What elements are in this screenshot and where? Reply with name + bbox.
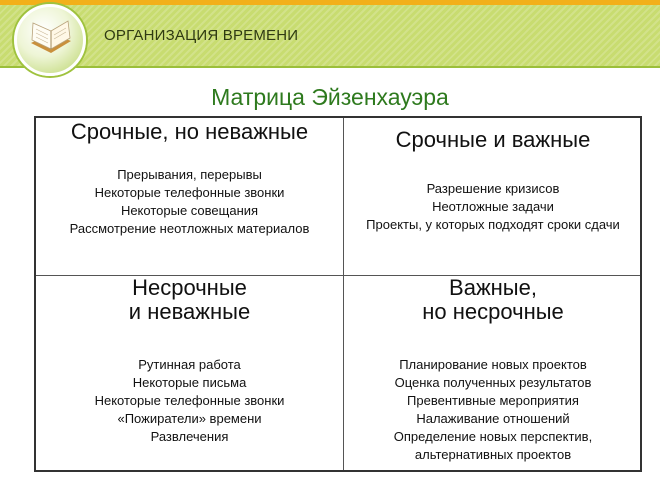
quadrant-urgent-important bbox=[344, 118, 642, 234]
list-item: Некоторые письма bbox=[132, 375, 247, 390]
list-item: Планирование новых проектов bbox=[399, 357, 587, 372]
list-item: Некоторые совещания bbox=[120, 203, 259, 218]
heading-line: Несрочные bbox=[132, 275, 247, 300]
heading-line: Важные, bbox=[449, 275, 537, 300]
list-item: Неотложные задачи bbox=[432, 199, 554, 214]
list-item: Некоторые телефонные звонки bbox=[94, 393, 285, 408]
list-item: Превентивные мероприятия bbox=[407, 393, 579, 408]
page-title: Матрица Эйзенхауэра bbox=[211, 84, 449, 110]
quadrant-items bbox=[344, 356, 642, 464]
list-item: Некоторые телефонные звонки bbox=[94, 185, 285, 200]
list-item: Прерывания, перерывы bbox=[117, 167, 262, 182]
quadrant-items bbox=[344, 180, 642, 234]
open-book-icon bbox=[23, 15, 79, 65]
list-item: Определение новых перспектив, bbox=[393, 429, 593, 444]
list-item: Разрешение кризисов bbox=[426, 181, 560, 196]
quadrant-heading bbox=[344, 276, 642, 324]
quadrant-urgent-not-important bbox=[36, 118, 343, 238]
quadrant-heading: Срочные, но неважные bbox=[70, 119, 309, 144]
list-item: Рассмотрение неотложных материалов bbox=[69, 221, 310, 236]
list-item: Рутинная работа bbox=[138, 357, 241, 372]
logo bbox=[14, 4, 86, 76]
list-item: Проекты, у которых подходят сроки сдачи bbox=[366, 217, 620, 232]
eisenhower-matrix bbox=[34, 116, 642, 472]
header-title: ОРГАНИЗАЦИЯ ВРЕМЕНИ bbox=[104, 27, 299, 44]
header-band bbox=[0, 0, 660, 66]
quadrant-heading: Срочные и важные bbox=[395, 127, 591, 152]
header-divider bbox=[0, 66, 660, 68]
list-item: Оценка полученных результатов bbox=[394, 375, 592, 390]
quadrant-not-urgent-not-important bbox=[36, 276, 343, 446]
heading-line: и неважные bbox=[128, 299, 251, 324]
list-item: «Пожиратели» времени bbox=[117, 411, 262, 426]
heading-line: но несрочные bbox=[422, 299, 564, 324]
list-item: Развлечения bbox=[150, 429, 229, 444]
list-item: Налаживание отношений bbox=[416, 411, 570, 426]
quadrant-important-not-urgent bbox=[344, 276, 642, 464]
quadrant-heading bbox=[36, 276, 343, 324]
quadrant-items bbox=[36, 356, 343, 446]
list-item: альтернативных проектов bbox=[414, 447, 572, 462]
quadrant-items bbox=[36, 166, 343, 238]
